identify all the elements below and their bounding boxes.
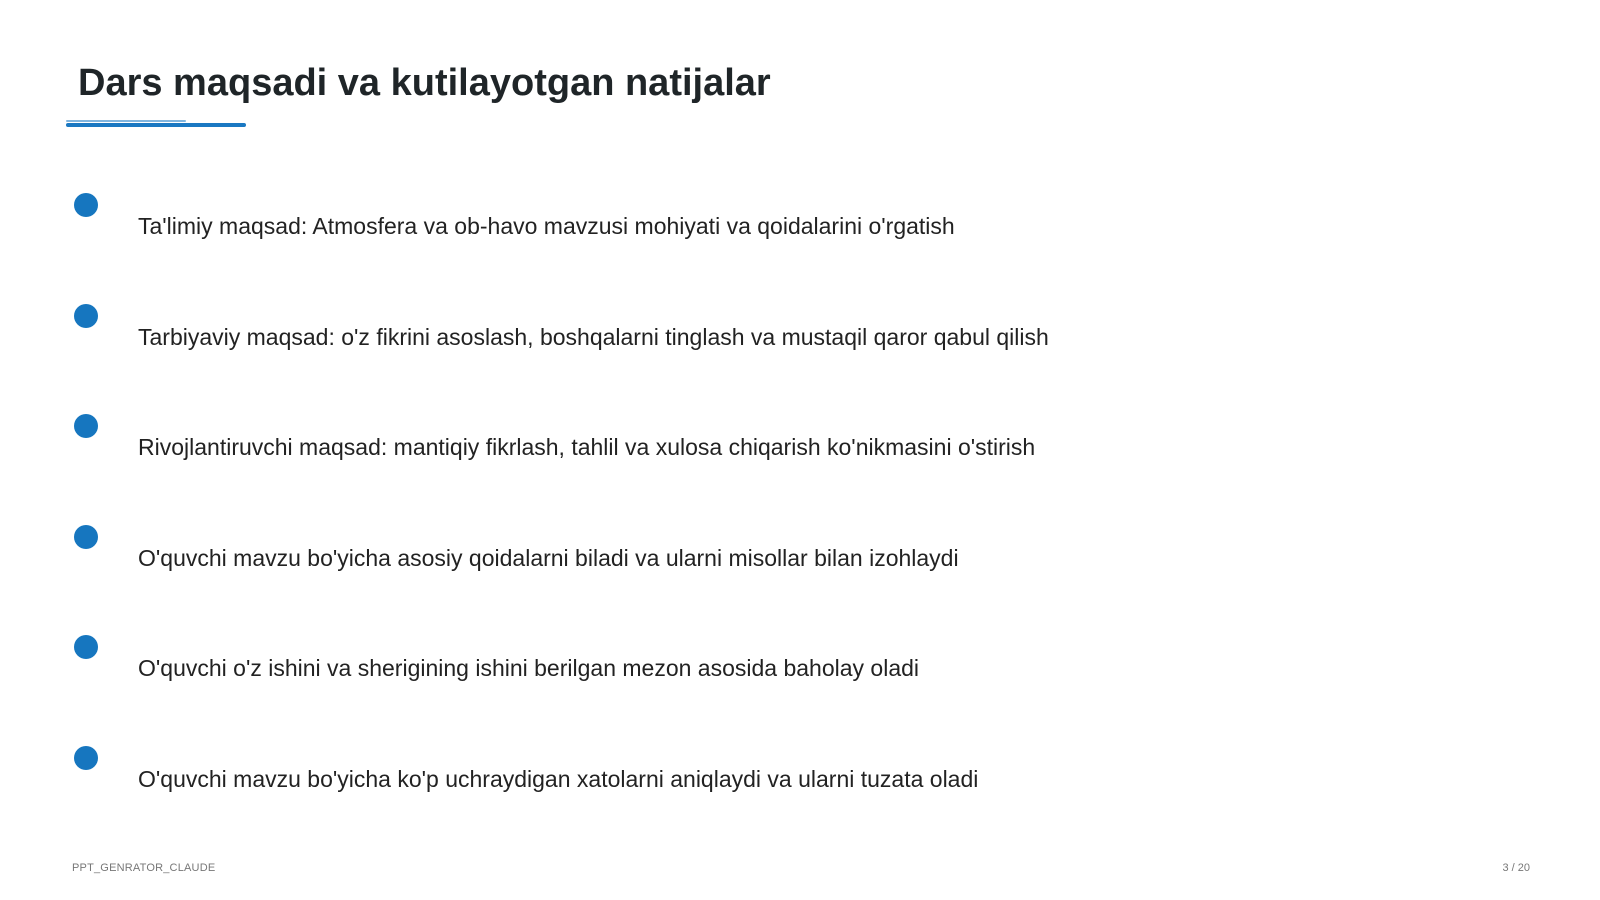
bullet-text: Rivojlantiruvchi maqsad: mantiqiy fikrlash, tahlil va xulosa chiqarish ko'nikmasini o'stirish	[138, 434, 1036, 460]
bullet-dot-icon	[74, 414, 98, 438]
bullet-dot-icon	[74, 525, 98, 549]
bullet-item	[0, 304, 1600, 384]
bullet-text: Ta'limiy maqsad: Atmosfera va ob-havo mavzusi mohiyati va qoidalarini o'rgatish	[138, 213, 955, 239]
footer-generator-label: PPT_GENRATOR_CLAUDE	[72, 862, 216, 874]
slide-title: Dars maqsadi va kutilayotgan natijalar	[78, 62, 771, 104]
bullet-item	[0, 746, 1600, 826]
page-indicator: 3 / 20	[1502, 862, 1530, 874]
bullet-text: O'quvchi o'z ishini va sherigining ishini berilgan mezon asosida baholay oladi	[138, 655, 920, 681]
bullet-dot-icon	[74, 635, 98, 659]
bullet-item	[0, 414, 1600, 494]
bullet-text: O'quvchi mavzu bo'yicha asosiy qoidalarni biladi va ularni misollar bilan izohlaydi	[138, 545, 959, 571]
bullet-text: Tarbiyaviy maqsad: o'z fikrini asoslash, boshqalarni tinglash va mustaqil qaror qabul qilish	[138, 324, 1049, 350]
bullet-dot-icon	[74, 304, 98, 328]
bullet-text: O'quvchi mavzu bo'yicha ko'p uchraydigan xatolarni aniqlaydi va ularni tuzata oladi	[138, 766, 979, 792]
bullet-item	[0, 193, 1600, 273]
bullet-dot-icon	[74, 193, 98, 217]
bullet-item	[0, 635, 1600, 715]
bullet-item	[0, 525, 1600, 605]
bullet-dot-icon	[74, 746, 98, 770]
